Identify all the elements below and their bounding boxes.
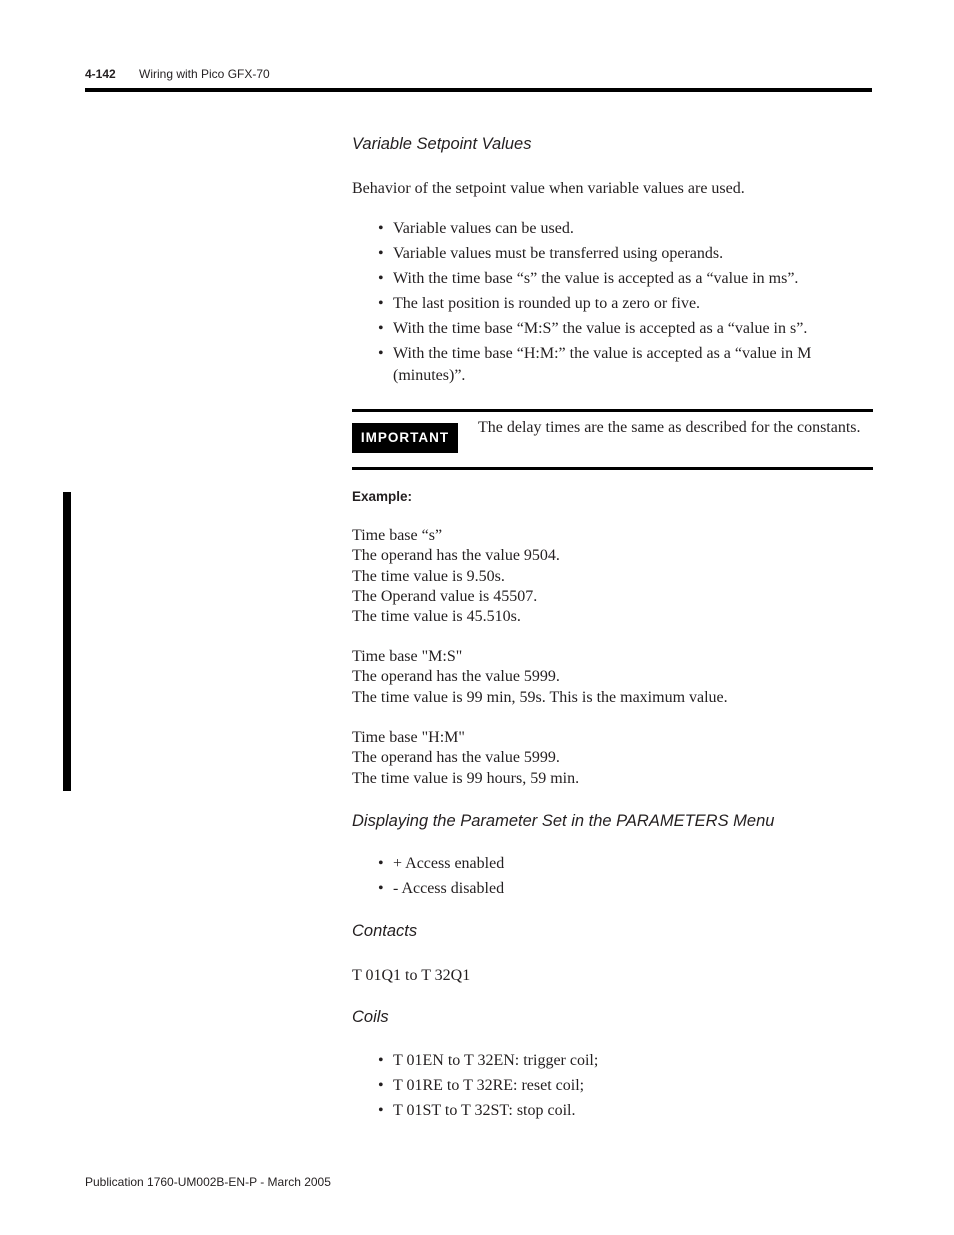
example-group-seconds	[352, 526, 560, 627]
list-item: • With the time base “M:S” the value is accepted as a “value in s”.	[378, 318, 848, 340]
heading-parameters-menu: Displaying the Parameter Set in the PARAMETERS Menu	[352, 812, 775, 830]
important-bottom-rule	[352, 467, 873, 470]
example-line: The time value is 45.510s.	[352, 608, 521, 626]
list-item: • With the time base “H:M:” the value is accepted as a “value in M (minutes)”.	[378, 345, 812, 384]
important-badge: IMPORTANT	[352, 423, 458, 453]
heading-coils: Coils	[352, 1008, 389, 1026]
example-line: Time base "M:S"	[352, 648, 463, 665]
bullet-icon: •	[378, 345, 384, 362]
example-heading: Example:	[352, 489, 413, 504]
list-item: • T 01RE to T 32RE: reset coil;	[378, 1075, 848, 1097]
example-group-hours-minutes	[352, 728, 579, 789]
bullet-icon: •	[378, 1102, 384, 1119]
example-line: The operand has the value 5999.	[352, 749, 560, 767]
bullet-icon: •	[378, 220, 384, 237]
example-line: The operand has the value 9504.	[352, 547, 560, 565]
bullet-icon: •	[378, 1052, 384, 1069]
example-line: Time base “s”	[352, 527, 443, 544]
header-rule	[85, 88, 872, 92]
coils-bullet-list	[378, 1050, 848, 1125]
list-item: • With the time base “s” the value is accepted as a “value in ms”.	[378, 268, 848, 290]
change-bar	[63, 492, 71, 791]
important-top-rule	[352, 409, 873, 412]
bullet-icon: •	[378, 320, 384, 337]
variable-bullet-list	[378, 218, 848, 390]
variable-intro-text: Behavior of the setpoint value when variable values are used.	[352, 180, 745, 197]
list-item: • T 01EN to T 32EN: trigger coil;	[378, 1050, 848, 1072]
important-text: The delay times are the same as described for the constants.	[478, 419, 861, 436]
list-item: • - Access disabled	[378, 878, 848, 900]
list-item: • The last position is rounded up to a zero or five.	[378, 293, 848, 315]
bullet-icon: •	[378, 855, 384, 872]
heading-variable-setpoint-values: Variable Setpoint Values	[352, 135, 532, 153]
example-line: The time value is 99 hours, 59 min.	[352, 769, 580, 787]
example-line: The operand has the value 5999.	[352, 668, 560, 686]
bullet-icon: •	[378, 880, 384, 897]
list-item: • T 01ST to T 32ST: stop coil.	[378, 1100, 848, 1122]
example-group-minutes-seconds	[352, 647, 728, 708]
example-line: The time value is 9.50s.	[352, 567, 505, 585]
example-line: The Operand value is 45507.	[352, 587, 538, 605]
parameters-bullet-list	[378, 853, 848, 903]
running-header-title: Wiring with Pico GFX-70	[139, 67, 270, 81]
bullet-icon: •	[378, 1077, 384, 1094]
example-line: Time base "H:M"	[352, 729, 465, 746]
list-item: • Variable values can be used.	[378, 218, 848, 240]
example-line: The time value is 99 min, 59s. This is the maximum value.	[352, 688, 728, 706]
bullet-icon: •	[378, 245, 384, 262]
heading-contacts: Contacts	[352, 922, 418, 940]
list-item: • + Access enabled	[378, 853, 848, 875]
contacts-text: T 01Q1 to T 32Q1	[352, 967, 471, 984]
page-number: 4-142	[85, 67, 116, 81]
footer-publication: Publication 1760-UM002B-EN-P - March 2005	[85, 1175, 331, 1189]
bullet-icon: •	[378, 270, 384, 287]
bullet-icon: •	[378, 295, 384, 312]
list-item: • Variable values must be transferred using operands.	[378, 243, 848, 265]
